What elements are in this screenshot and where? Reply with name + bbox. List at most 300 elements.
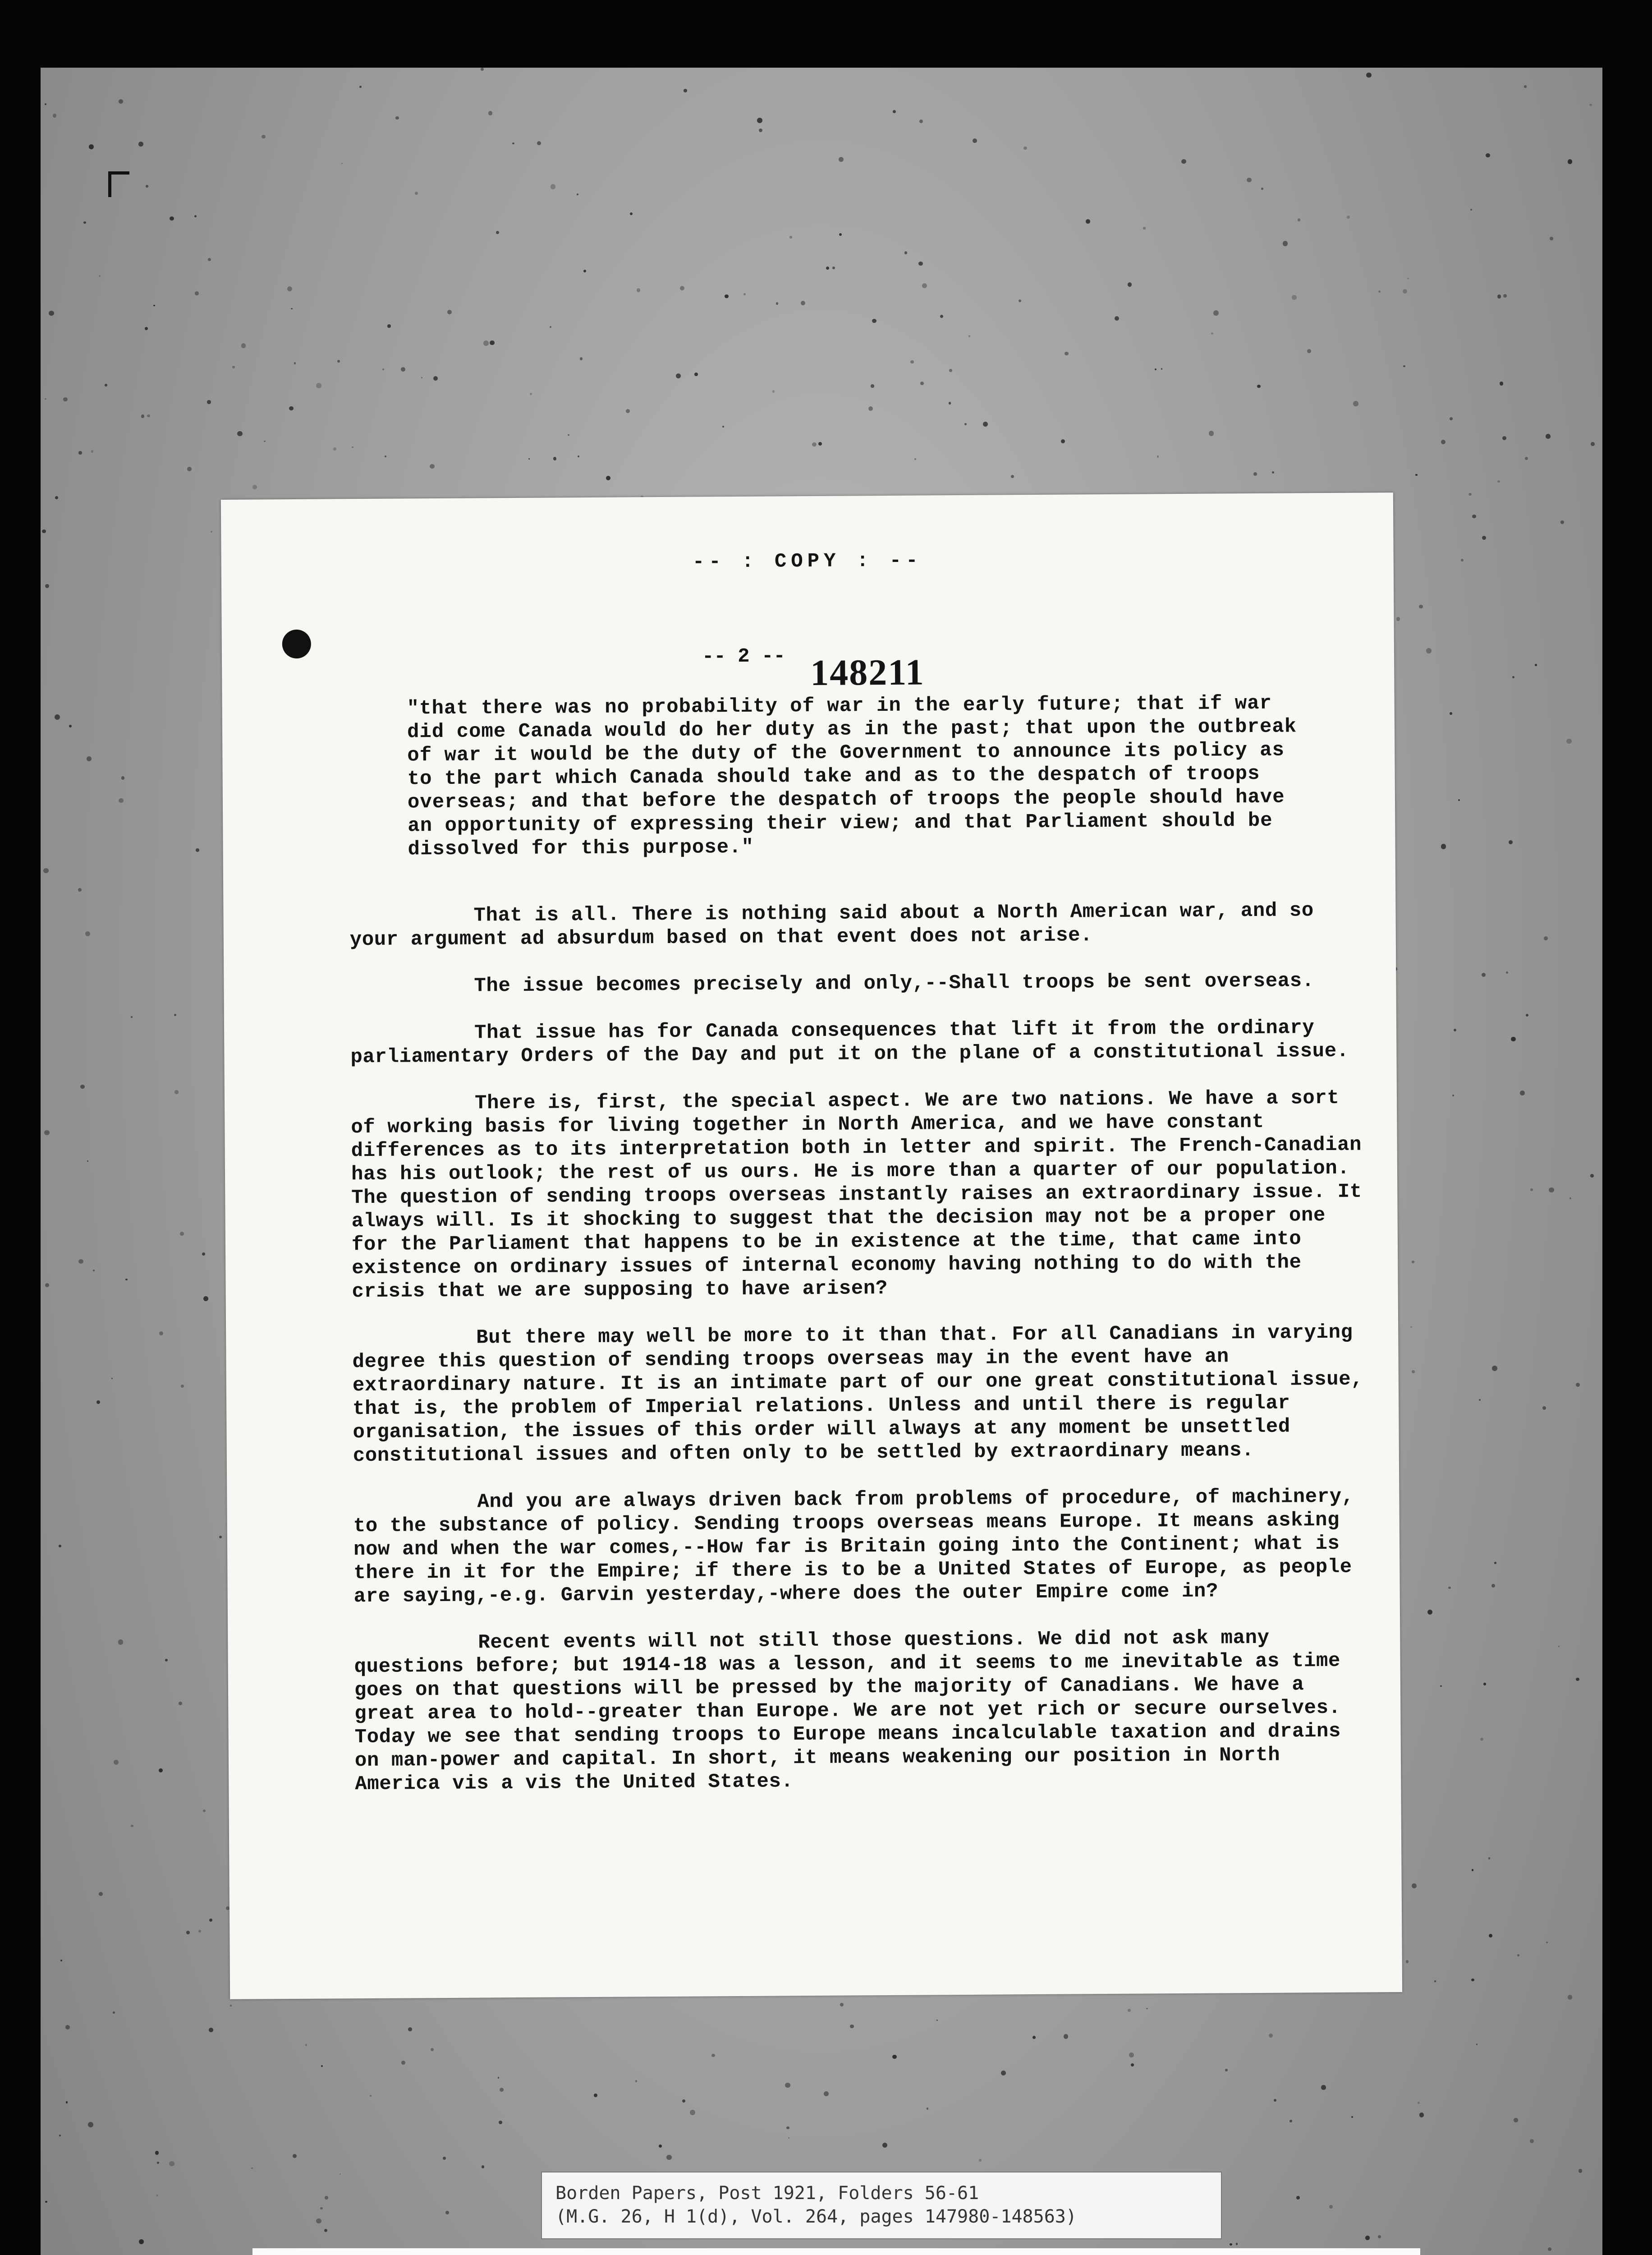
film-speck: [209, 1919, 212, 1922]
film-speck: [194, 215, 197, 217]
film-speck: [1476, 2043, 1478, 2045]
film-speck: [1458, 799, 1460, 801]
film-speck: [324, 2229, 327, 2232]
film-speck: [940, 315, 943, 318]
film-speck: [196, 848, 199, 851]
film-speck: [340, 2173, 341, 2175]
film-speck: [818, 442, 822, 446]
film-speck: [914, 458, 916, 460]
film-speck: [49, 311, 54, 316]
film-speck: [65, 2025, 70, 2030]
film-speck: [635, 2080, 637, 2082]
film-speck: [305, 2044, 307, 2046]
film-speck: [78, 451, 82, 455]
film-speck: [936, 2020, 938, 2021]
film-speck: [1491, 1584, 1495, 1587]
film-speck: [1146, 2008, 1148, 2010]
film-speck: [1412, 1883, 1417, 1888]
film-speck: [93, 1270, 95, 1271]
film-speck: [1213, 310, 1219, 316]
film-speck: [170, 216, 174, 221]
film-speck: [481, 68, 484, 71]
film-speck: [1209, 431, 1214, 436]
film-speck: [1509, 840, 1513, 844]
archive-source-label: [541, 2172, 1222, 2239]
film-speck: [1274, 2099, 1276, 2102]
film-speck: [99, 1892, 103, 1896]
film-speck: [179, 1702, 182, 1705]
film-speck: [87, 756, 92, 761]
film-speck: [55, 496, 58, 499]
punch-hole: [282, 630, 311, 658]
film-speck: [1236, 2243, 1238, 2245]
film-speck: [99, 275, 101, 277]
film-speck: [1448, 1587, 1451, 1589]
film-speck: [211, 531, 212, 533]
film-speck: [119, 798, 123, 803]
film-speck: [676, 373, 681, 378]
film-speck: [498, 2077, 500, 2079]
film-speck: [415, 192, 418, 195]
film-speck: [1506, 971, 1508, 974]
film-speck: [145, 327, 148, 330]
film-speck: [1590, 1174, 1594, 1178]
film-speck: [1568, 159, 1572, 164]
film-speck: [159, 1768, 163, 1772]
film-speck: [1410, 1326, 1412, 1328]
film-speck: [337, 360, 340, 363]
film-speck: [1412, 1370, 1415, 1373]
film-speck: [294, 362, 296, 364]
film-speck: [1247, 178, 1251, 182]
film-speck: [1441, 440, 1446, 444]
film-speck: [832, 267, 835, 269]
film-speck: [85, 931, 90, 936]
film-speck: [147, 414, 150, 417]
film-speck: [1535, 664, 1537, 666]
film-speck: [949, 369, 952, 372]
film-speck: [776, 302, 778, 304]
film-speck: [1454, 1029, 1456, 1031]
film-speck: [1419, 605, 1423, 608]
film-speck: [431, 2048, 434, 2051]
film-speck: [785, 2083, 790, 2088]
film-speck: [1483, 1683, 1486, 1685]
film-speck: [387, 324, 391, 328]
film-speck: [759, 129, 762, 132]
film-speck: [979, 2159, 982, 2162]
film-speck: [919, 120, 923, 123]
film-speck: [550, 326, 551, 328]
film-speck: [1482, 973, 1486, 977]
film-speck: [1292, 295, 1297, 300]
film-speck: [743, 293, 746, 295]
film-speck: [918, 262, 922, 266]
film-speck: [203, 1296, 209, 1302]
film-speck: [801, 301, 805, 305]
film-speck: [433, 376, 438, 381]
film-speck: [180, 1232, 184, 1236]
film-speck: [66, 2101, 68, 2103]
film-speck: [1546, 1942, 1548, 1943]
film-speck: [1526, 1014, 1528, 1017]
film-speck: [1351, 2116, 1353, 2118]
film-speck: [973, 138, 977, 143]
film-speck: [1261, 188, 1263, 190]
film-speck: [80, 1085, 85, 1089]
film-speck: [1347, 216, 1350, 219]
film-speck: [187, 467, 192, 471]
film-speck: [666, 2155, 671, 2160]
film-speck: [1579, 2169, 1583, 2173]
film-speck: [872, 319, 876, 323]
film-speck: [483, 341, 489, 346]
film-speck: [1019, 299, 1021, 302]
film-speck: [488, 111, 493, 115]
film-speck: [839, 233, 842, 236]
film-speck: [868, 406, 873, 411]
film-speck: [1155, 368, 1157, 371]
film-speck: [96, 1400, 100, 1404]
film-speck: [871, 384, 874, 387]
film-speck: [113, 2011, 115, 2014]
body-paragraph: There is, first, the special aspect. We are two nations. We have a sort of working basis for living together in North America, and we have constant differences as to its interpretation both in letter and spirit. The French-Canadian has his outlook; the rest of us ours. He is more than a quarter of our population. The question of sending troops overseas instantly raises an extraordinary issue. It always will. Is it shocking to suggest that the decision may not be a proper one for the Parliament that happens to be in existence at the time, that came into existence on ordinary issues of internal economy having nothing to do with the crisis that we are supposing to have arisen?: [351, 1086, 1362, 1303]
film-speck: [78, 888, 82, 892]
film-speck: [496, 231, 499, 234]
film-speck: [964, 423, 967, 425]
film-speck: [60, 1960, 62, 1961]
film-speck: [289, 406, 294, 411]
film-speck: [1440, 1685, 1442, 1687]
film-speck: [1568, 1995, 1572, 1999]
film-speck: [1497, 480, 1500, 483]
film-speck: [499, 2121, 502, 2124]
film-speck: [1470, 209, 1472, 211]
film-speck: [445, 2211, 449, 2214]
film-speck: [421, 377, 422, 378]
film-speck: [1412, 1261, 1414, 1263]
film-speck: [1406, 1960, 1409, 1963]
film-speck: [352, 446, 353, 448]
film-speck: [789, 236, 792, 238]
film-speck: [839, 157, 844, 162]
film-speck: [490, 341, 495, 345]
film-speck: [370, 2095, 372, 2097]
film-speck: [690, 2110, 695, 2115]
film-speck: [1001, 2071, 1006, 2076]
film-speck: [1546, 434, 1551, 439]
film-speck: [78, 1259, 83, 1264]
film-speck: [893, 110, 896, 113]
film-speck: [1272, 471, 1274, 474]
film-speck: [1321, 2085, 1326, 2089]
film-speck: [447, 310, 452, 314]
film-speck: [1512, 676, 1514, 678]
film-speck: [88, 2122, 93, 2127]
film-speck: [1378, 290, 1381, 293]
film-speck: [772, 390, 775, 393]
film-speck: [1128, 282, 1132, 286]
film-speck: [232, 366, 235, 368]
film-speck: [59, 2135, 61, 2136]
film-speck: [241, 343, 246, 348]
film-speck: [208, 258, 211, 262]
archive-label-line: Borden Papers, Post 1921, Folders 56-61: [555, 2183, 979, 2204]
film-speck: [1128, 2009, 1131, 2012]
film-speck: [443, 2157, 446, 2160]
film-speck: [1550, 237, 1553, 240]
film-speck: [131, 1825, 133, 1827]
film-speck: [1489, 1934, 1492, 1937]
film-speck: [293, 2154, 297, 2158]
film-speck: [44, 1130, 49, 1135]
film-speck: [682, 2099, 686, 2103]
film-speck: [1488, 1857, 1491, 1859]
film-speck: [320, 2207, 322, 2209]
film-speck: [500, 2088, 504, 2092]
film-speck: [42, 529, 46, 533]
film-speck: [91, 450, 94, 453]
film-speck: [226, 1906, 229, 1910]
film-speck: [230, 2005, 232, 2006]
film-speck: [1492, 1366, 1497, 1371]
film-speck: [138, 142, 143, 147]
film-speck: [291, 308, 293, 310]
film-speck: [1461, 559, 1464, 561]
film-speck: [1530, 1188, 1533, 1191]
body-paragraph: And you are always driven back from problems of procedure, of machinery, to the substance of policy. Sending troops overseas means Europe. It means asking now and when the war comes,--How far is Britain going into the Continent; what is there in it for the Empire; if there is to be a United States of Europe, as people are saying,-e.g. Garvin yesterday,-where does the outer Empire come in?: [353, 1485, 1354, 1608]
film-speck: [659, 2145, 662, 2148]
film-speck: [1181, 159, 1186, 164]
film-speck: [181, 1385, 184, 1387]
film-speck: [146, 185, 148, 188]
film-speck: [1514, 2118, 1518, 2122]
film-speck: [1403, 289, 1407, 294]
film-speck: [812, 442, 816, 446]
film-speck: [551, 184, 556, 189]
film-speck: [583, 270, 586, 272]
film-speck: [1450, 417, 1453, 420]
film-speck: [606, 476, 610, 480]
film-speck: [922, 283, 927, 288]
body-paragraph: Recent events will not still those questions. We did not ask many questions before; but 1914-18 was a lesson, and it seems to me inevitable as time goes on that questions will be pressed by the majority of Canadians. We have a great area to hold--greater than Europe. We are not yet rich or secure ourselves. Today we see that sending troops to Europe means incalculable taxation and drains on man-power and capital. In short, it means weakening our position in North America vis a vis the United States.: [354, 1626, 1341, 1796]
film-speck: [1257, 385, 1261, 388]
film-speck: [1569, 1197, 1572, 1200]
film-speck: [45, 2201, 47, 2203]
film-speck: [395, 116, 399, 120]
film-speck: [1396, 617, 1400, 621]
film-speck: [430, 464, 435, 469]
film-speck: [788, 2137, 789, 2139]
film-speck: [1283, 241, 1288, 246]
film-speck: [118, 1639, 123, 1644]
film-speck: [1548, 2247, 1551, 2251]
film-speck: [174, 1014, 176, 1016]
film-speck: [45, 103, 47, 106]
body-paragraph: But there may well be more to it than that. For all Canadians in varying degree this question of sending troops overseas may in the event have an extraordinary nature. It is an intimate part of our one great constitutional issue, that is, the problem of Imperial relations. Unless and until there is regular organisation, the issues of this order will always at any moment be unsettled constitutional issues and often only to be settled by extraordinary means.: [352, 1321, 1363, 1468]
film-speck: [826, 267, 829, 270]
page-number: -- 2 --: [702, 645, 786, 668]
film-speck: [45, 1283, 49, 1287]
film-speck: [89, 144, 94, 149]
film-speck: [1480, 1738, 1483, 1741]
film-speck: [725, 295, 728, 298]
film-speck: [1157, 456, 1159, 457]
film-speck: [1011, 475, 1014, 478]
film-speck: [1086, 219, 1090, 223]
copy-heading: -- : COPY : --: [692, 549, 922, 574]
film-speck: [630, 212, 633, 215]
film-speck: [1023, 147, 1027, 150]
film-speck: [553, 457, 557, 460]
film-speck: [59, 1545, 62, 1548]
film-speck: [209, 2028, 213, 2032]
film-speck: [45, 584, 49, 588]
film-speck: [1426, 648, 1432, 653]
film-speck: [1253, 472, 1257, 476]
film-speck: [382, 368, 384, 370]
film-speck: [1494, 1562, 1496, 1564]
film-speck: [1211, 332, 1213, 335]
film-speck: [968, 335, 970, 337]
film-speck: [237, 431, 243, 437]
film-speck: [121, 776, 124, 779]
quoted-statement: "that there was no probability of war in the early future; that if war did come Canada would do her duty as in the past; that upon the outbreak of war it would be the duty of the Government to announce its policy as to the part which Canada should take and as to the despatch of troops overseas; and that before the despatch of troops the people should have an opportunity of expressing their view; and that Parliament should be dissolved for this purpose.": [407, 692, 1297, 861]
film-speck: [1131, 2063, 1134, 2066]
film-speck: [87, 1160, 88, 1162]
film-speck: [83, 221, 86, 224]
film-speck: [983, 422, 988, 427]
film-speck: [1415, 474, 1418, 476]
film-speck: [1427, 1610, 1433, 1615]
film-speck: [694, 373, 698, 376]
film-speck: [1161, 368, 1163, 370]
film-speck: [1566, 739, 1572, 744]
film-speck: [169, 2161, 174, 2167]
film-speck: [711, 2054, 715, 2057]
film-speck: [1307, 349, 1311, 353]
film-speck: [1524, 85, 1526, 87]
film-speck: [1511, 1037, 1516, 1042]
film-speck: [949, 402, 951, 404]
film-speck: [1500, 382, 1503, 385]
film-speck: [1407, 278, 1409, 280]
film-speck: [1329, 2205, 1333, 2209]
film-speck: [1366, 73, 1372, 78]
film-speck: [203, 1809, 206, 1812]
film-speck: [904, 251, 907, 254]
film-speck: [1576, 1383, 1580, 1387]
film-speck: [626, 409, 630, 413]
film-speck: [1298, 218, 1300, 221]
film-speck: [1589, 104, 1592, 106]
film-speck: [1503, 294, 1507, 298]
film-speck: [157, 2162, 159, 2164]
body-paragraph: The issue becomes precisely and only,--Shall troops be sent overseas.: [474, 970, 1314, 998]
film-speck: [824, 2091, 829, 2096]
film-speck: [69, 725, 72, 727]
film-speck: [1403, 365, 1405, 367]
film-speck: [1560, 520, 1564, 524]
film-speck: [1591, 442, 1595, 446]
film-speck: [1289, 2120, 1292, 2122]
film-speck: [341, 163, 343, 164]
film-speck: [321, 2065, 323, 2067]
film-speck: [530, 393, 532, 395]
film-speck: [512, 143, 514, 145]
film-speck: [1525, 457, 1528, 460]
reference-number: 148211: [810, 651, 925, 693]
film-speck: [1064, 2034, 1069, 2039]
film-speck: [1558, 1646, 1560, 1647]
film-speck: [684, 89, 687, 92]
film-speck: [568, 434, 569, 436]
film-speck: [1452, 1095, 1454, 1096]
film-speck: [198, 1930, 201, 1933]
film-speck: [174, 1090, 179, 1094]
film-speck: [401, 2061, 405, 2065]
film-speck: [156, 2195, 158, 2196]
film-speck: [1450, 712, 1452, 715]
film-speck: [287, 286, 292, 291]
film-speck: [1471, 1979, 1474, 1981]
corner-registration-mark: [108, 171, 129, 197]
film-speck: [131, 1016, 133, 1018]
film-speck: [139, 2239, 144, 2244]
film-speck: [637, 288, 640, 292]
film-speck: [1065, 352, 1068, 355]
film-speck: [45, 398, 46, 400]
film-speck: [1482, 536, 1486, 540]
archive-label-line: (M.G. 26, H 1(d), Vol. 264, pages 147980-148563): [555, 2206, 1077, 2227]
film-speck: [1129, 2053, 1134, 2057]
film-speck: [1520, 1091, 1525, 1095]
film-speck: [359, 86, 362, 88]
film-speck: [219, 1536, 222, 1539]
film-speck: [1497, 295, 1501, 299]
film-speck: [325, 2196, 328, 2200]
film-speck: [1517, 1954, 1519, 1956]
film-speck: [202, 1252, 205, 1256]
film-speck: [577, 193, 578, 195]
film-speck: [141, 414, 145, 418]
film-speck: [1434, 1980, 1436, 1982]
film-speck: [580, 357, 583, 360]
film-speck: [1441, 844, 1446, 849]
film-speck: [159, 1331, 163, 1335]
film-speck: [125, 1279, 127, 1280]
film-speck: [1486, 153, 1490, 158]
film-speck: [722, 426, 724, 428]
film-speck: [1032, 2036, 1036, 2039]
film-speck: [1502, 436, 1506, 440]
film-speck: [114, 1760, 119, 1765]
film-speck: [1530, 2139, 1534, 2143]
film-speck: [111, 1378, 113, 1380]
body-paragraph: That issue has for Canada consequences that lift it from the ordinary parliamentary Orders of the Day and put it on the plane of a constitutional issue.: [350, 1017, 1349, 1069]
film-speck: [401, 367, 405, 372]
film-speck: [408, 2027, 412, 2031]
film-speck: [186, 1931, 190, 1934]
film-speck: [316, 383, 321, 388]
film-speck: [786, 2126, 789, 2130]
film-speck: [195, 291, 199, 295]
film-speck: [53, 114, 57, 118]
film-speck: [757, 118, 762, 123]
film-speck: [1115, 316, 1119, 321]
film-speck: [252, 485, 257, 489]
film-speck: [1542, 1406, 1546, 1410]
